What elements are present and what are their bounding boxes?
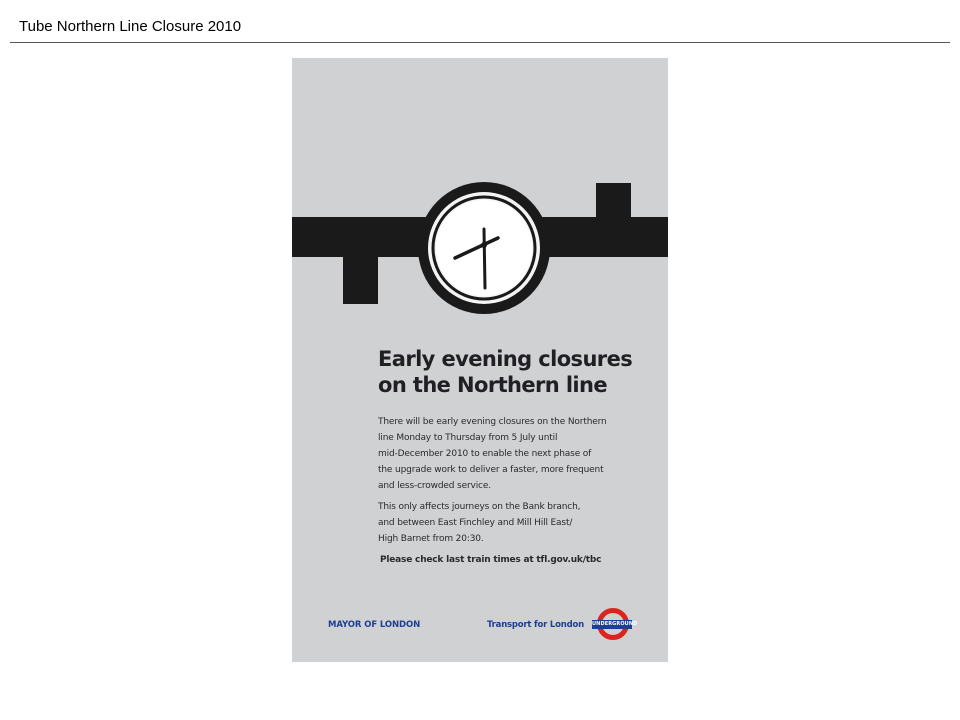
- headline-line-1: Early evening closures: [378, 347, 633, 371]
- paragraph-closures: [378, 414, 628, 494]
- poster-headline: [378, 346, 658, 398]
- paragraph-line: the upgrade work to deliver a faster, more frequent: [378, 465, 604, 475]
- poster: [292, 58, 668, 662]
- mayor-of-london-logo: MAYOR OF LONDON: [328, 620, 421, 630]
- paragraph-line: There will be early evening closures on the Northern: [378, 417, 607, 427]
- paragraph-line: and less-crowded service.: [378, 481, 491, 491]
- black-block-right: [596, 183, 631, 223]
- paragraph-line: This only affects journeys on the Bank branch,: [378, 502, 581, 512]
- transport-for-london-logo: Transport for London: [487, 620, 585, 630]
- paragraph-line: and between East Finchley and Mill Hill East/: [378, 518, 573, 528]
- roundel-bar: UNDERGROUND: [592, 621, 638, 627]
- call-to-action: Please check last train times at tfl.gov.uk/tbc: [380, 555, 602, 565]
- title-divider: [10, 42, 950, 43]
- headline-line-2: on the Northern line: [378, 373, 608, 397]
- paragraph-line: High Barnet from 20:30.: [378, 534, 484, 544]
- black-block-left: [343, 248, 378, 304]
- page-title: Tube Northern Line Closure 2010: [19, 18, 242, 35]
- clock-center: [481, 242, 487, 248]
- paragraph-line: line Monday to Thursday from 5 July until: [378, 433, 558, 443]
- clock-minute-hand: [484, 229, 485, 288]
- paragraph-line: mid-December 2010 to enable the next phase of: [378, 449, 592, 459]
- paragraph-affected-journeys: [378, 499, 628, 547]
- underground-roundel-icon: [592, 608, 638, 642]
- clock-icon: [292, 58, 668, 318]
